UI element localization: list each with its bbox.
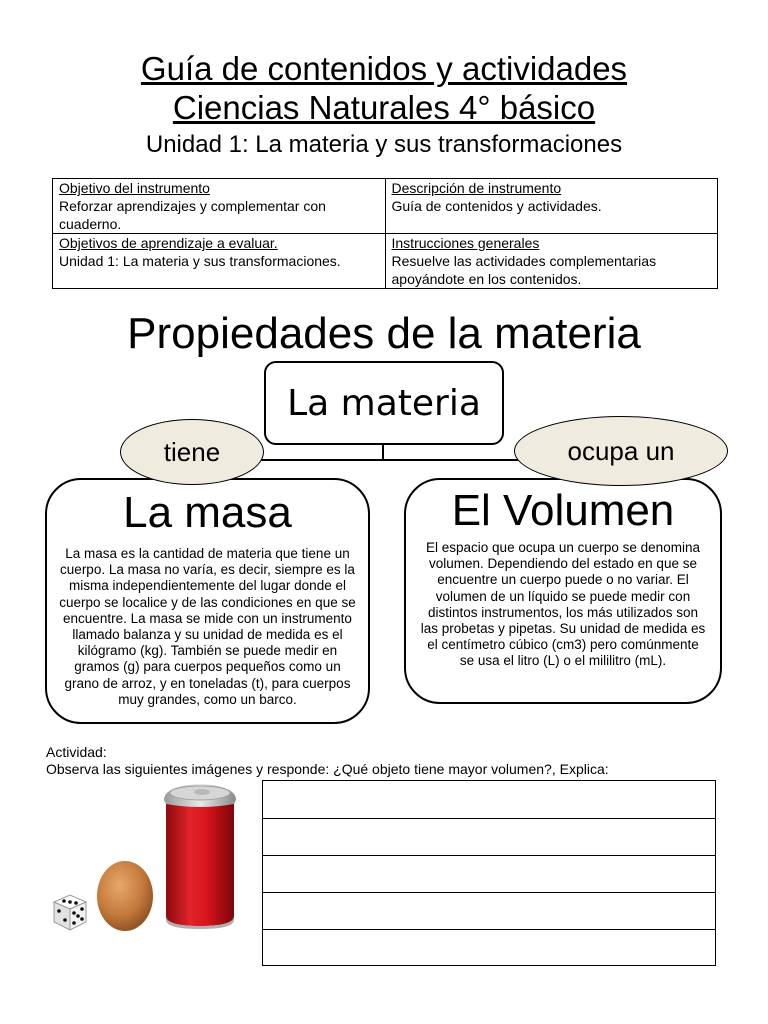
activity-label: Actividad: — [46, 744, 107, 760]
soda-can-image — [162, 780, 238, 930]
root-node-label: La materia — [287, 382, 481, 424]
cell-text: Resuelve las actividades complementarias apoyándote en los contenidos. — [391, 253, 657, 287]
egg-image — [95, 856, 155, 932]
cell-label: Descripción de instrumento — [391, 180, 562, 196]
connector-tiene-label: tiene — [163, 436, 221, 467]
dice-image — [50, 892, 90, 934]
answer-line — [263, 929, 715, 930]
section-heading: Propiedades de la materia — [127, 309, 641, 358]
answer-line — [263, 855, 715, 856]
table-row — [53, 234, 718, 289]
connector-ocupa-un — [514, 416, 728, 486]
info-table — [52, 178, 718, 289]
answer-box[interactable] — [262, 780, 716, 966]
table-cell — [385, 234, 718, 289]
cell-text: Guía de contenidos y actividades. — [391, 198, 602, 214]
table-cell — [385, 179, 718, 234]
table-cell — [53, 179, 386, 234]
volume-title: El Volumen — [451, 486, 675, 535]
table-cell — [53, 234, 386, 289]
connector-tiene — [120, 419, 264, 485]
answer-line — [263, 818, 715, 819]
answer-line — [263, 892, 715, 893]
cell-text: Reforzar aprendizajes y complementar con cuaderno. — [59, 198, 326, 232]
root-node — [264, 361, 504, 445]
cell-label: Objetivos de aprendizaje a evaluar. — [59, 235, 278, 251]
cell-label: Objetivo del instrumento — [59, 180, 210, 196]
activity-prompt: Observa las siguientes imágenes y responde: ¿Qué objeto tiene mayor volumen?, Explica: — [46, 761, 609, 777]
activity-section — [46, 744, 609, 778]
table-row — [53, 179, 718, 234]
mass-title: La masa — [123, 488, 292, 537]
cell-text: Unidad 1: La materia y sus transformaciones. — [59, 253, 341, 269]
title-line-2: Ciencias Naturales 4° básico — [172, 89, 596, 126]
title-line-1: Guía de contenidos y actividades — [140, 50, 628, 87]
volume-text: El espacio que ocupa un cuerpo se denomina volumen. Dependiendo del estado en que se encuentre un cuerpo puede o no variar. El volumen de un líquido se puede medir con distintos instrumentos, los más utilizados son las probetas y pipetas. Su unidad de medida es el centímetro cúbico (cm3) pero comúnmente se usa el litro (L) o el mililitro (mL). — [420, 540, 706, 669]
unit-subtitle: Unidad 1: La materia y sus transformaciones — [145, 131, 623, 158]
cell-label: Instrucciones generales — [391, 235, 540, 251]
volume-card — [404, 478, 722, 704]
mass-card — [45, 478, 370, 724]
mass-text: La masa es la cantidad de materia que tiene un cuerpo. La masa no varía, es decir, siempre es la misma independientemente del lugar donde el cuerpo se localice y de las condiciones en que se encuentre. La masa se mide con un instrumento llamado balanza y su unidad de medida es el kilógramo (kg). También se puede medir en gramos (g) para cuerpos pequeños como un grano de arroz, y en toneladas (t), para cuerpos muy grandes, como un barco. — [59, 546, 356, 707]
connector-ocupa-un-label: ocupa un — [567, 435, 675, 466]
